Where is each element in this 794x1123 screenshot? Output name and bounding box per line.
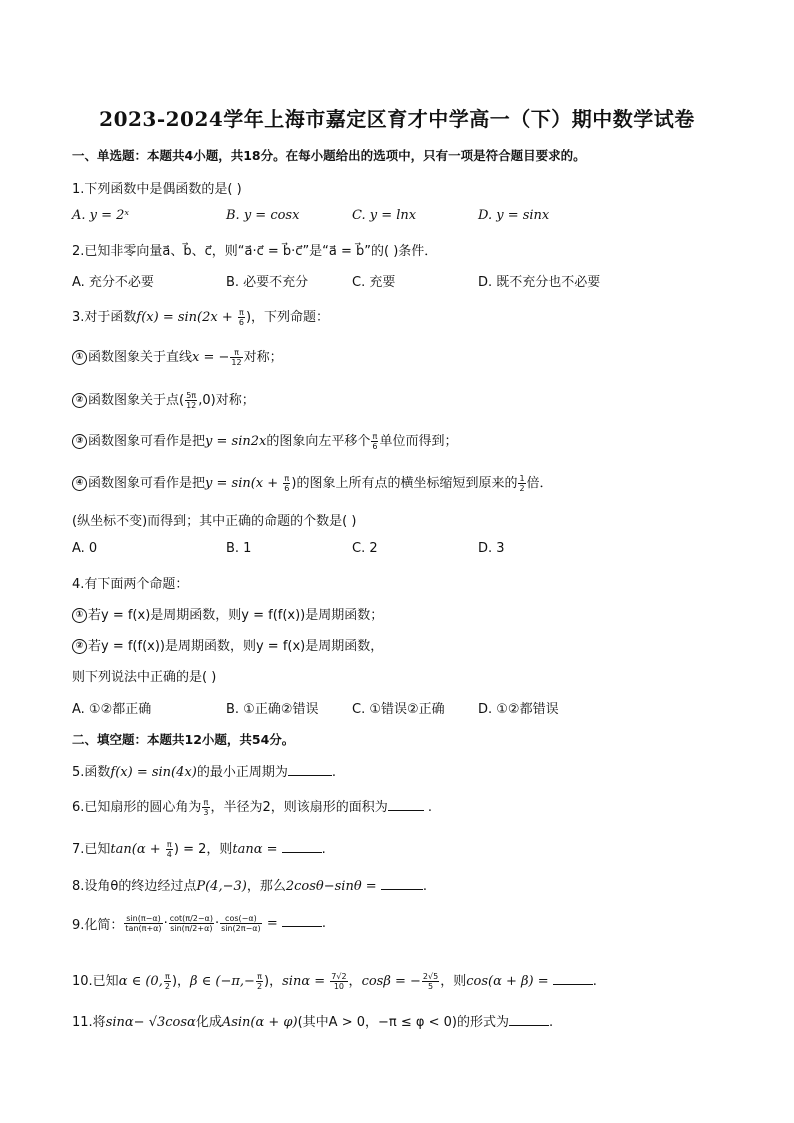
circled-1: ① xyxy=(72,350,87,365)
circled-3: ③ xyxy=(72,434,87,449)
q2-option-d: D. 既不充分也不必要 xyxy=(478,275,601,290)
q1-stem: 1.下列函数中是偶函数的是( ) xyxy=(72,182,242,197)
exam-title: 2023-2024学年上海市嘉定区育才中学高一（下）期中数学试卷 xyxy=(99,107,695,131)
answer-blank[interactable] xyxy=(288,765,332,776)
q11: 11.将sinα− √3cosα化成Asin(α + φ)(其中A > 0，−π ≤ φ < 0)的形式为 . xyxy=(72,1015,554,1030)
q4-option-d: D. ①②都错误 xyxy=(478,702,559,717)
q3-option-d: D. 3 xyxy=(478,541,505,556)
q3-option-c: C. 2 xyxy=(352,541,378,556)
q4-option-c: C. ①错误②正确 xyxy=(352,702,445,717)
q3-proposition-2: ② 函数图象关于点( $\frac{5\pi}{12}$ ,0)对称； xyxy=(72,389,255,410)
q4-option-a: A. ①②都正确 xyxy=(72,702,152,717)
q3-option-b: B. 1 xyxy=(226,541,252,556)
q5: 5.函数f(x) = sin(4x)的最小正周期为 . xyxy=(72,765,336,780)
q3-stem-post: )，下列命题： xyxy=(245,310,330,325)
answer-blank[interactable] xyxy=(282,842,322,853)
circled-4: ④ xyxy=(72,476,87,491)
q3-func: f(x) = sin(2x + xyxy=(136,310,237,325)
answer-blank[interactable] xyxy=(388,800,424,811)
q2-option-a: A. 充分不必要 xyxy=(72,275,154,290)
q3-option-a: A. 0 xyxy=(72,541,98,556)
circled-2: ② xyxy=(72,639,87,654)
q10: 10.已知α ∈ (0, $\frac{\pi}{2}$ )，β ∈ (−π,− $\frac{\pi}{2}$ )，sinα = $\frac{7√2}{10}$ ，cosβ = − $\frac{2√5}{5}$ ，则cos(α + β) = . xyxy=(72,972,597,991)
q7: 7.已知tan(α + $\frac{\pi}{4}$ ) = 2，则tanα = . xyxy=(72,840,326,859)
section-1-heading: 一、单选题：本题共4小题，共18分。在每小题给出的选项中，只有一项是符合题目要求的。 xyxy=(72,148,586,163)
q6: 6.已知扇形的圆心角为 $\frac{\pi}{3}$ ，半径为2，则该扇形的面积为 . xyxy=(72,798,433,817)
q1-option-d: D. y = sinx xyxy=(478,208,550,223)
q3-fraction: $\frac{\pi}{6}$ xyxy=(238,308,244,327)
q3-stem-pre: 3.对于函数 xyxy=(72,310,137,325)
q1-option-a: A. y = 2ˣ xyxy=(72,208,130,223)
q4-option-b: B. ①正确②错误 xyxy=(226,702,319,717)
q3-proposition-4: ④ 函数图象可看作是把y = sin(x + $\frac{\pi}{6}$ )的图象上所有点的横坐标缩短到原来的 $\frac{1}{2}$ 倍． xyxy=(72,472,553,493)
answer-blank[interactable] xyxy=(381,879,423,890)
q2-option-b: B. 必要不充分 xyxy=(226,275,309,290)
q9: 9.化简： $\frac{\sin(\pi-\alpha)}{\tan(\pi+\alpha)}$ · $\frac{\cot(\pi/2-\alpha)}{\sin(\pi/2+\alpha)}$ · $\frac{\cos(-\alpha)}{\sin(2\pi-\alpha)}$ = . xyxy=(72,914,326,933)
answer-blank[interactable] xyxy=(553,974,593,985)
q2-stem: 2.已知非零向量a⃗、b⃗、c⃗，则“a⃗·c⃗ = b⃗·c⃗”是“a⃗ = b⃗”的( )条件． xyxy=(72,244,438,259)
section-2-heading: 二、填空题：本题共12小题，共54分。 xyxy=(72,732,295,747)
q1-option-c: C. y = lnx xyxy=(352,208,417,223)
q3-proposition-1: ① 函数图象关于直线x = − $\frac{\pi}{12}$ 对称； xyxy=(72,346,283,367)
answer-blank[interactable] xyxy=(282,916,322,927)
q3-stem xyxy=(72,306,329,327)
q4-stem: 4.有下面两个命题： xyxy=(72,577,189,592)
q3-tail: (纵坐标不变)而得到；其中正确的命题的个数是( ) xyxy=(72,514,357,529)
q2-option-c: C. 充要 xyxy=(352,275,396,290)
q8: 8.设角θ的终边经过点P(4,−3)，那么2cosθ−sinθ = . xyxy=(72,879,427,894)
q4-ask: 则下列说法中正确的是( ) xyxy=(72,670,217,685)
q4-proposition-1: ① 若y = f(x)是周期函数，则y = f(f(x))是周期函数； xyxy=(72,604,383,623)
answer-blank[interactable] xyxy=(509,1015,549,1026)
q4-proposition-2: ② 若y = f(f(x))是周期函数，则y = f(x)是周期函数， xyxy=(72,635,383,654)
q3-proposition-3: ③ 函数图象可看作是把y = sin2x的图象向左平移个 $\frac{\pi}{6}$ 单位而得到； xyxy=(72,430,457,451)
q1-option-b: B. y = cosx xyxy=(226,208,300,223)
circled-1: ① xyxy=(72,608,87,623)
circled-2: ② xyxy=(72,393,87,408)
